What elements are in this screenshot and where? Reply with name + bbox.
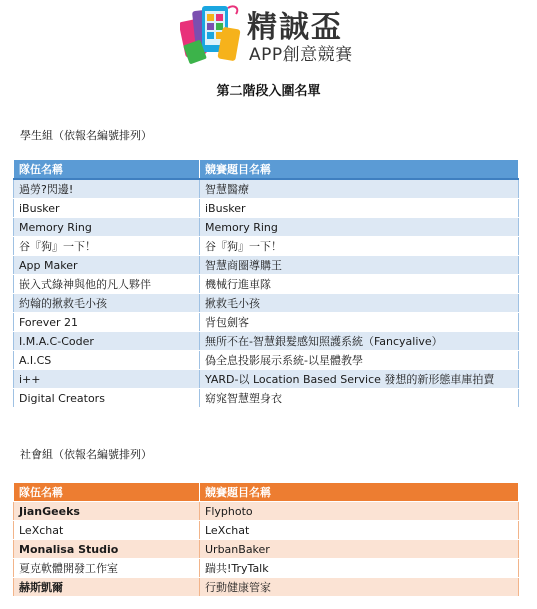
team-cell: Memory Ring	[14, 218, 200, 237]
table-row	[14, 578, 519, 597]
project-cell: 智慧醫療	[200, 179, 519, 199]
project-cell: iBusker	[200, 199, 519, 218]
table-row	[14, 218, 519, 237]
team-cell: App Maker	[14, 256, 200, 275]
table-row	[14, 237, 519, 256]
project-cell: 無所不在-智慧銀髮感知照護系統（Fancyalive）	[200, 332, 519, 351]
public-roster-table	[13, 482, 519, 597]
table-row	[14, 502, 519, 521]
team-cell: 過勞?閃邊!	[14, 179, 200, 199]
team-cell: 谷『狗』一下！	[14, 237, 200, 256]
project-cell: LeXchat	[200, 521, 519, 540]
table-row	[14, 540, 519, 559]
table-row	[14, 256, 519, 275]
team-cell: iBusker	[14, 199, 200, 218]
table-header-row	[14, 483, 519, 502]
table-row	[14, 370, 519, 389]
student-roster-table	[13, 159, 519, 408]
phone-logo-icon	[180, 2, 242, 68]
project-cell: Memory Ring	[200, 218, 519, 237]
public-section-title: 社會組（依報名編號排列）	[20, 448, 152, 461]
project-cell: Flyphoto	[200, 502, 519, 521]
team-cell: 嵌入式綠神與他的凡人夥伴	[14, 275, 200, 294]
project-cell: 偽全息投影展示系統-以星體教學	[200, 351, 519, 370]
project-cell: 揪救毛小孩	[200, 294, 519, 313]
table-row	[14, 313, 519, 332]
table-row	[14, 521, 519, 540]
project-cell: 機械行進車隊	[200, 275, 519, 294]
team-cell: Forever 21	[14, 313, 200, 332]
table-row	[14, 294, 519, 313]
project-cell: YARD-以 Location Based Service 發想的新形態車庫拍賣	[200, 370, 519, 389]
table-row	[14, 275, 519, 294]
project-cell: 窈窕智慧塑身衣	[200, 389, 519, 408]
column-header-team: 隊伍名稱	[14, 160, 200, 180]
table-row	[14, 351, 519, 370]
team-cell: 赫斯凱爾	[14, 578, 200, 597]
table-row	[14, 332, 519, 351]
project-cell: 行動健康管家	[200, 578, 519, 597]
table-row	[14, 199, 519, 218]
team-cell: Monalisa Studio	[14, 540, 200, 559]
logo-title: 精誠盃	[247, 10, 343, 45]
team-cell: Digital Creators	[14, 389, 200, 408]
table-header-row	[14, 160, 519, 180]
project-cell: 谷『狗』一下！	[200, 237, 519, 256]
project-cell: 背包劍客	[200, 313, 519, 332]
column-header-project: 競賽題目名稱	[200, 483, 519, 502]
page-title: 第二階段入圍名單	[216, 84, 321, 99]
team-cell: 約翰的揪救毛小孩	[14, 294, 200, 313]
table-row	[14, 179, 519, 199]
team-cell: i++	[14, 370, 200, 389]
column-header-project: 競賽題目名稱	[200, 160, 519, 180]
project-cell: 智慧商圈導購王	[200, 256, 519, 275]
team-cell: 夏克軟體開發工作室	[14, 559, 200, 578]
project-cell: UrbanBaker	[200, 540, 519, 559]
table-row	[14, 559, 519, 578]
student-section-title: 學生組（依報名編號排列）	[20, 129, 152, 142]
team-cell: LeXchat	[14, 521, 200, 540]
team-cell: JianGeeks	[14, 502, 200, 521]
project-cell: 踹共!TryTalk	[200, 559, 519, 578]
column-header-team: 隊伍名稱	[14, 483, 200, 502]
table-row	[14, 389, 519, 408]
page-header	[0, 0, 537, 72]
logo-subtitle: APP創意競賽	[249, 45, 353, 65]
team-cell: I.M.A.C-Coder	[14, 332, 200, 351]
team-cell: A.I.CS	[14, 351, 200, 370]
